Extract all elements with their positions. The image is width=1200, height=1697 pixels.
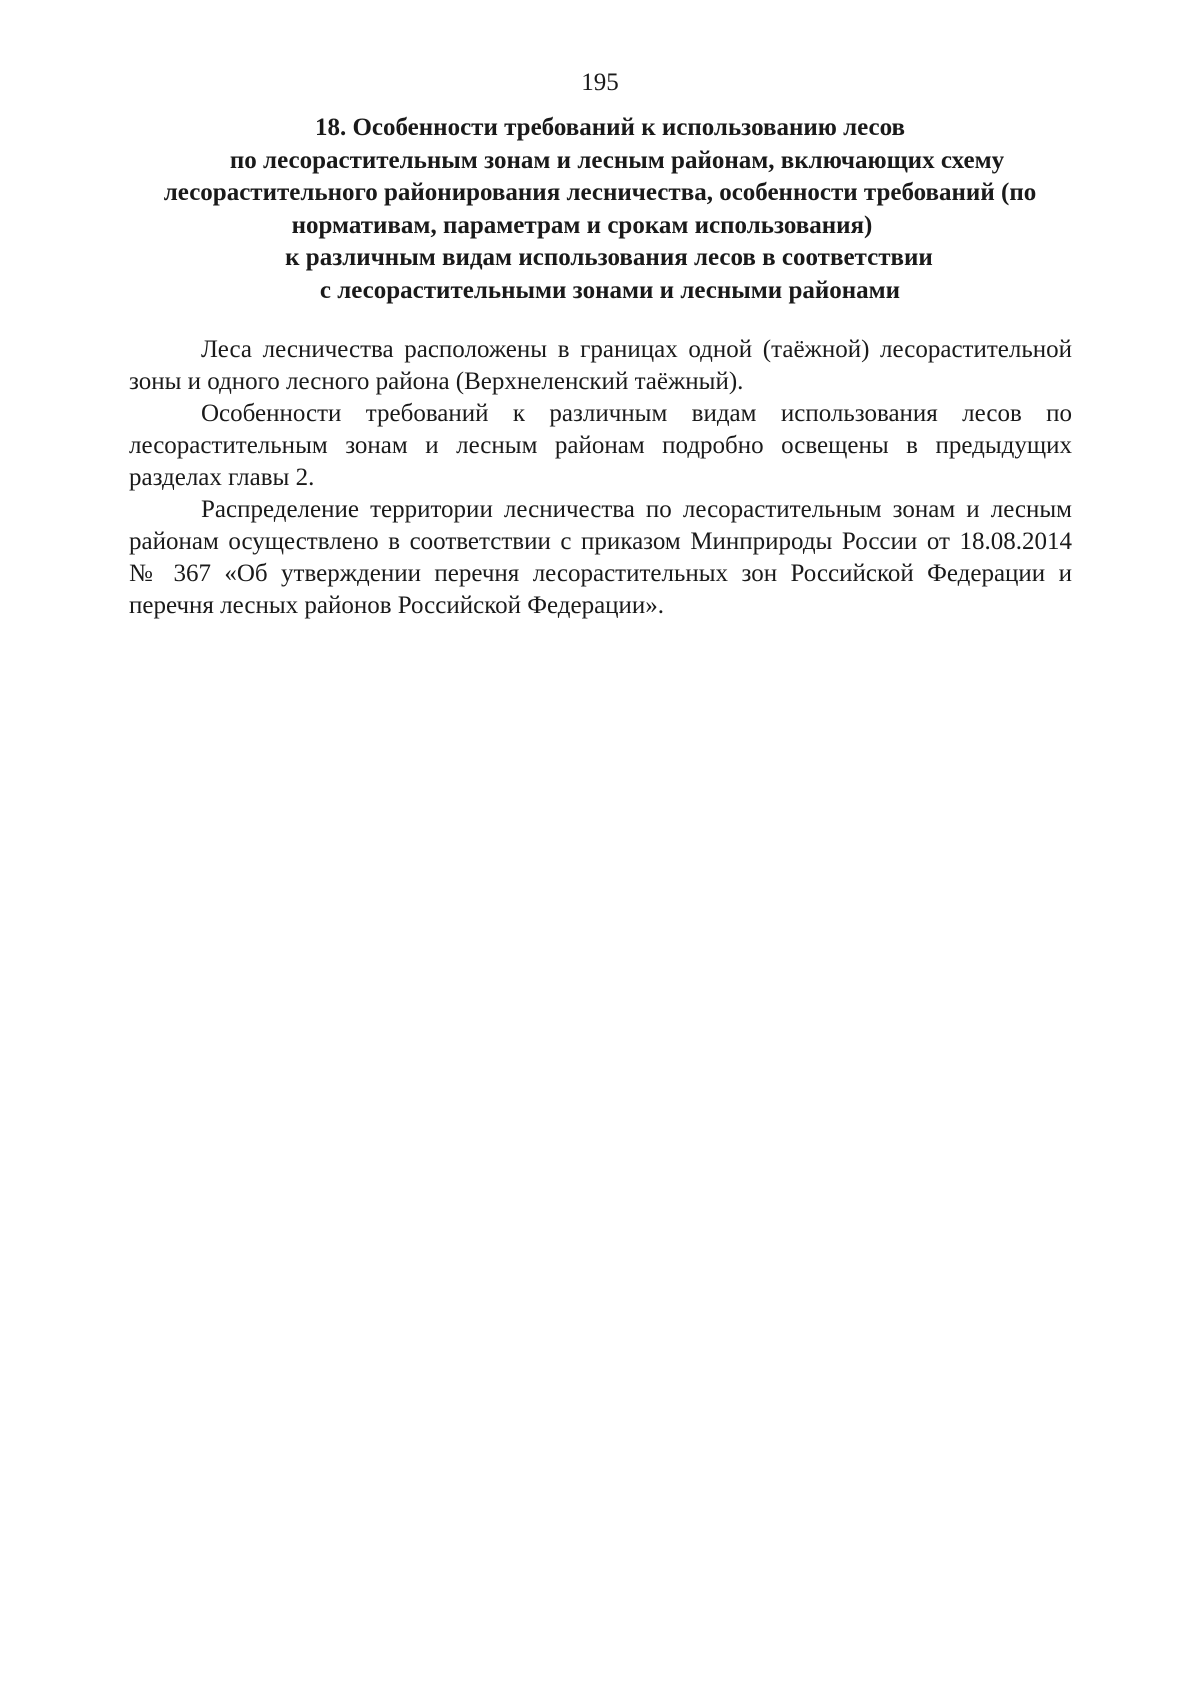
heading-line: 18. Особенности требований к использованию лесов [314,114,906,141]
paragraph: Особенности требований к различным видам использования лесов по лесорастительным зонам и лесным районам подробно освещены в предыдущих разделах главы 2. [129,400,1072,491]
page-number: 195 [581,69,619,96]
section-heading [120,112,1080,307]
heading-line: по лесорастительным зонам и лесным районам, включающих схему [229,146,1005,174]
heading-line: к различным видам использования лесов в соответствии [285,244,933,271]
heading-line: лесорастительного районирования лесничества, особенности требований (по [163,179,1037,206]
paragraph: Распределение территории лесничества по лесорастительным зонам и лесным районам осуществлено в соответствии с приказом Минприроды России от 18.08.2014 № 367 «Об утверждении перечня лесорастительных зон Российской Федерации и перечня лесных районов Российской Федерации». [129,496,1072,619]
heading-line: нормативам, параметрам и срокам использования) [291,211,873,239]
paragraph: Леса лесничества расположены в границах одной (таёжной) лесорастительной зоны и одного лесного района (Верхнеленский таёжный). [129,336,1072,395]
heading-line: с лесорастительными зонами и лесными районами [319,276,901,304]
body-text [129,334,1072,622]
